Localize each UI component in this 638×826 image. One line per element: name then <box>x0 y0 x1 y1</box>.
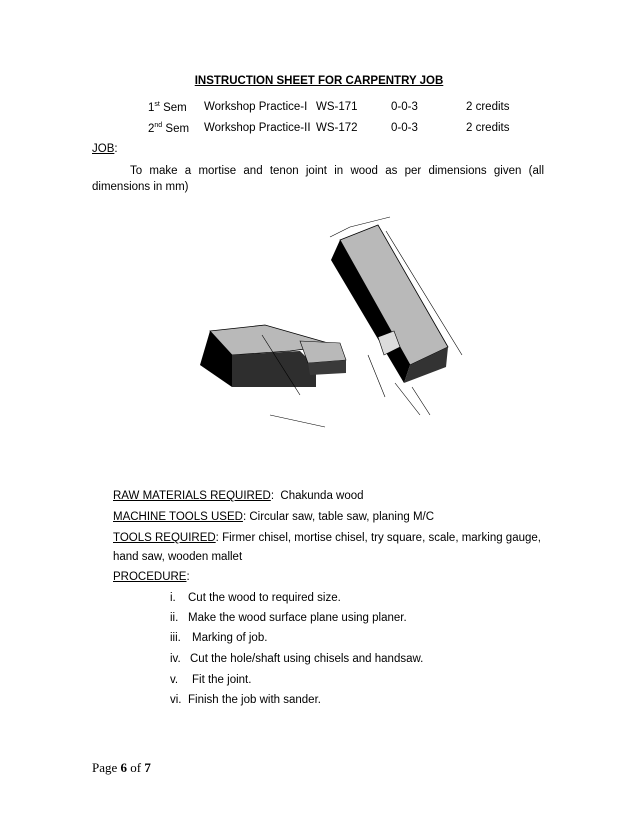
page-footer: Page 6 of 7 <box>92 760 151 775</box>
tools-required-line2: hand saw, wooden mallet <box>113 551 243 563</box>
semester-1-course: Workshop Practice-I <box>204 101 308 113</box>
page-title: INSTRUCTION SHEET FOR CARPENTRY JOB <box>194 75 444 87</box>
semester-1-code: WS-171 <box>316 101 358 113</box>
semester-1-ltp: 0-0-3 <box>391 101 418 113</box>
machine-tools: MACHINE TOOLS USED: Circular saw, table saw, planing M/C <box>113 511 435 523</box>
job-description-line1: To make a mortise and tenon joint in wood as per dimensions given (all <box>130 165 544 177</box>
semester-row-1: 1st Sem <box>148 101 187 114</box>
tools-required: TOOLS REQUIRED: Firmer chisel, mortise chisel, try square, scale, marking gauge, <box>113 532 541 544</box>
procedure-heading: PROCEDURE: <box>113 571 190 583</box>
semester-2-code: WS-172 <box>316 122 358 134</box>
job-heading: JOB: <box>92 143 118 155</box>
raw-materials: RAW MATERIALS REQUIRED: Chakunda wood <box>113 490 364 502</box>
semester-2-ltp: 0-0-3 <box>391 122 418 134</box>
semester-1-credits: 2 credits <box>466 101 510 113</box>
tenon-block <box>200 325 346 387</box>
job-description-line2: dimensions in mm) <box>92 181 189 193</box>
mortise-tenon-joint-figure <box>190 215 470 430</box>
semester-2-credits: 2 credits <box>466 122 510 134</box>
semester-row-2: 2nd Sem <box>148 122 190 135</box>
semester-2-course: Workshop Practice-II <box>204 122 311 134</box>
